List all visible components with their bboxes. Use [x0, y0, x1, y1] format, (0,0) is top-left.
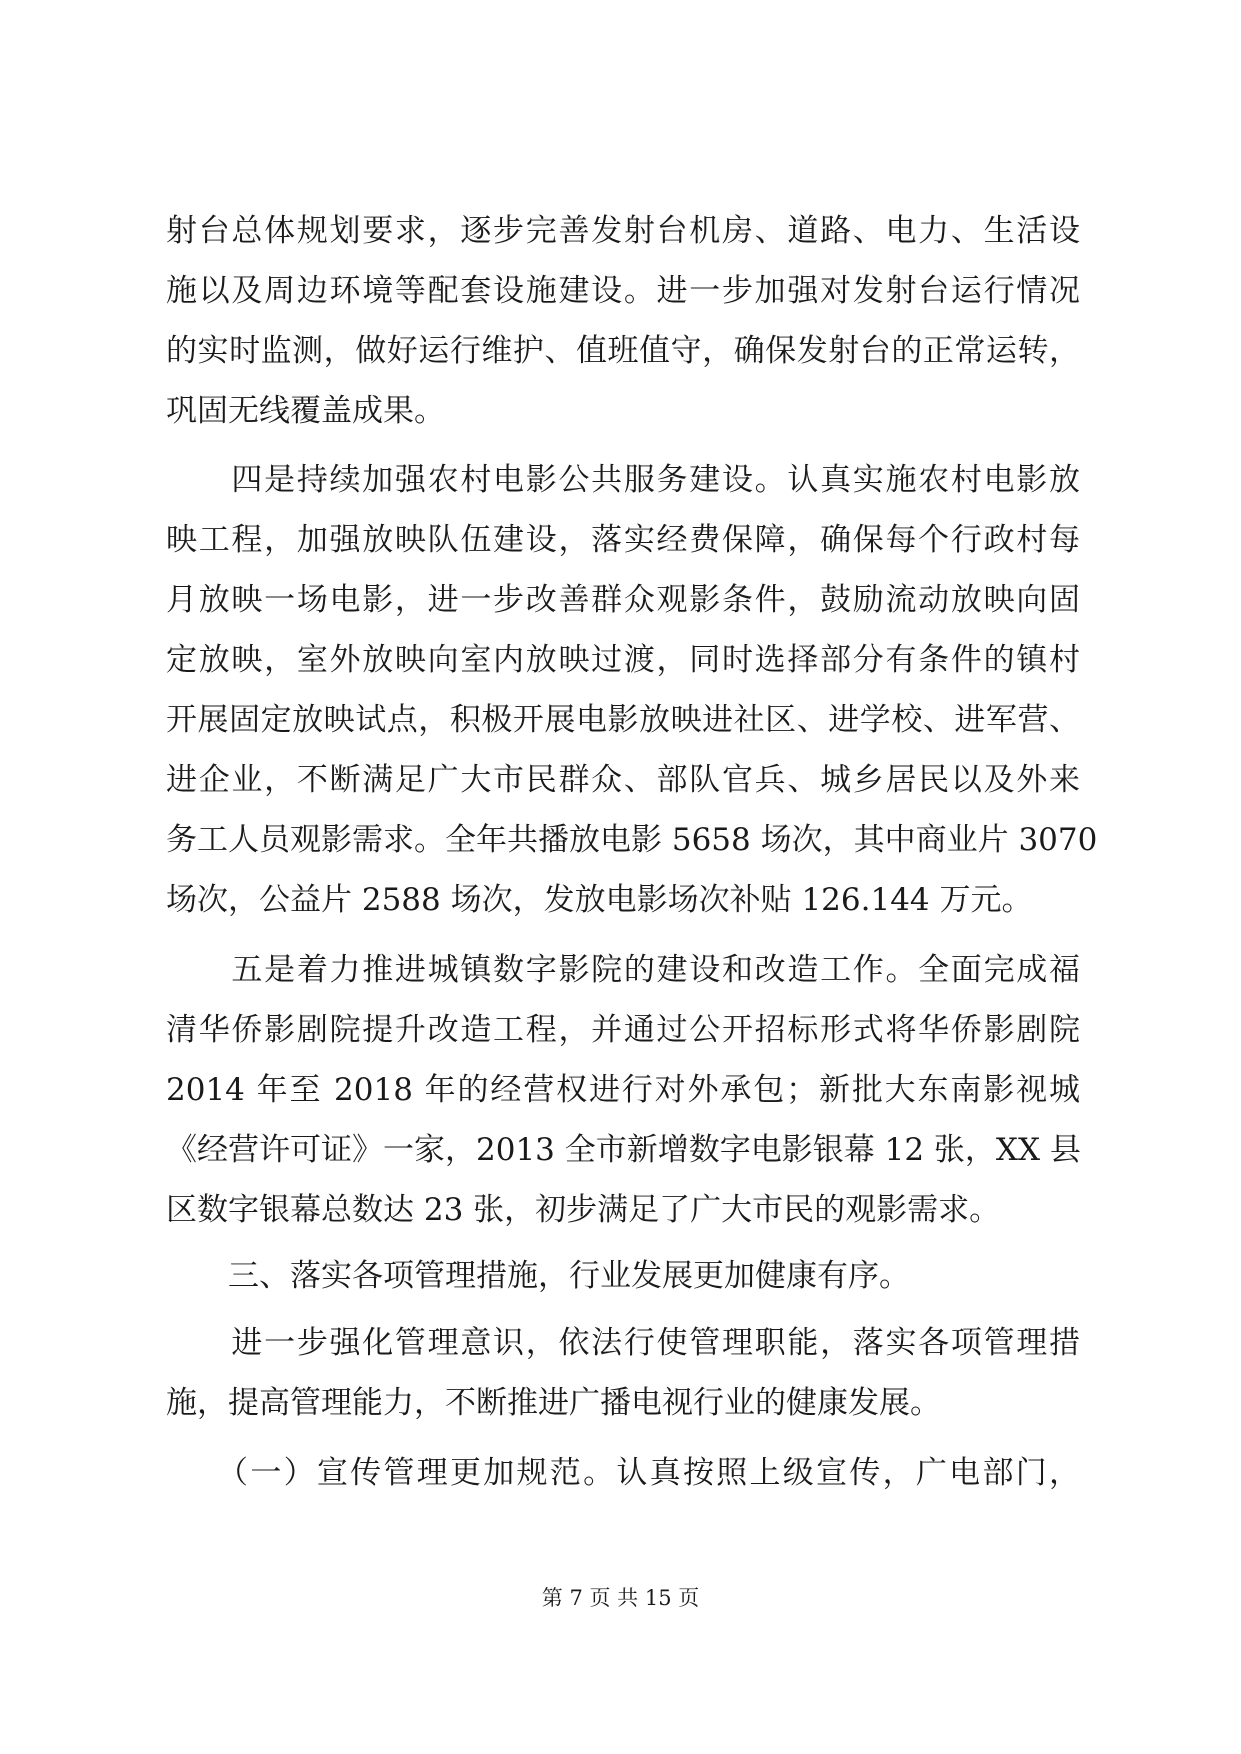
body-text-line: 《经营许可证》一家，2013 全市新增数字电影银幕 12 张，XX 县 — [166, 1132, 1081, 1168]
body-text-line: 四是持续加强农村电影公共服务建设。认真实施农村电影放 — [166, 462, 1080, 498]
body-text-line: 五是着力推进城镇数字影院的建设和改造工作。全面完成福 — [166, 952, 1080, 988]
body-text-line: 开展固定放映试点，积极开展电影放映进社区、进学校、进军营、 — [166, 702, 1080, 738]
body-text-line: 2014 年至 2018 年的经营权进行对外承包；新批大东南影视城 — [166, 1072, 1080, 1108]
body-text-line: 清华侨影剧院提升改造工程，并通过公开招标形式将华侨影剧院 — [166, 1012, 1080, 1048]
page-footer: 第 7 页 共 15 页 — [541, 1586, 700, 1610]
body-text-line: 映工程，加强放映队伍建设，落实经费保障，确保每个行政村每 — [166, 522, 1080, 558]
body-text-line: （一）宣传管理更加规范。认真按照上级宣传，广电部门， — [166, 1455, 1080, 1491]
body-text-line: 务工人员观影需求。全年共播放电影 5658 场次，其中商业片 3070 — [166, 822, 1098, 858]
body-text-line: 的实时监测，做好运行维护、值班值守，确保发射台的正常运转， — [166, 333, 1080, 369]
body-text-line: 月放映一场电影，进一步改善群众观影条件，鼓励流动放映向固 — [166, 582, 1080, 618]
body-text-line: 进企业，不断满足广大市民群众、部队官兵、城乡居民以及外来 — [166, 762, 1080, 798]
section-heading: 三、落实各项管理措施，行业发展更加健康有序。 — [166, 1258, 910, 1294]
body-text-line: 巩固无线覆盖成果。 — [166, 393, 445, 429]
body-text-line: 进一步强化管理意识，依法行使管理职能，落实各项管理措 — [166, 1325, 1080, 1361]
body-text-line: 定放映，室外放映向室内放映过渡，同时选择部分有条件的镇村 — [166, 642, 1080, 678]
body-text-line: 场次，公益片 2588 场次，发放电影场次补贴 126.144 万元。 — [166, 882, 1033, 918]
body-text-line: 射台总体规划要求，逐步完善发射台机房、道路、电力、生活设 — [166, 213, 1080, 249]
body-text-line: 施以及周边环境等配套设施建设。进一步加强对发射台运行情况 — [166, 273, 1080, 309]
body-text-line: 区数字银幕总数达 23 张，初步满足了广大市民的观影需求。 — [166, 1192, 1001, 1228]
body-text-line: 施，提高管理能力，不断推进广播电视行业的健康发展。 — [166, 1385, 941, 1421]
